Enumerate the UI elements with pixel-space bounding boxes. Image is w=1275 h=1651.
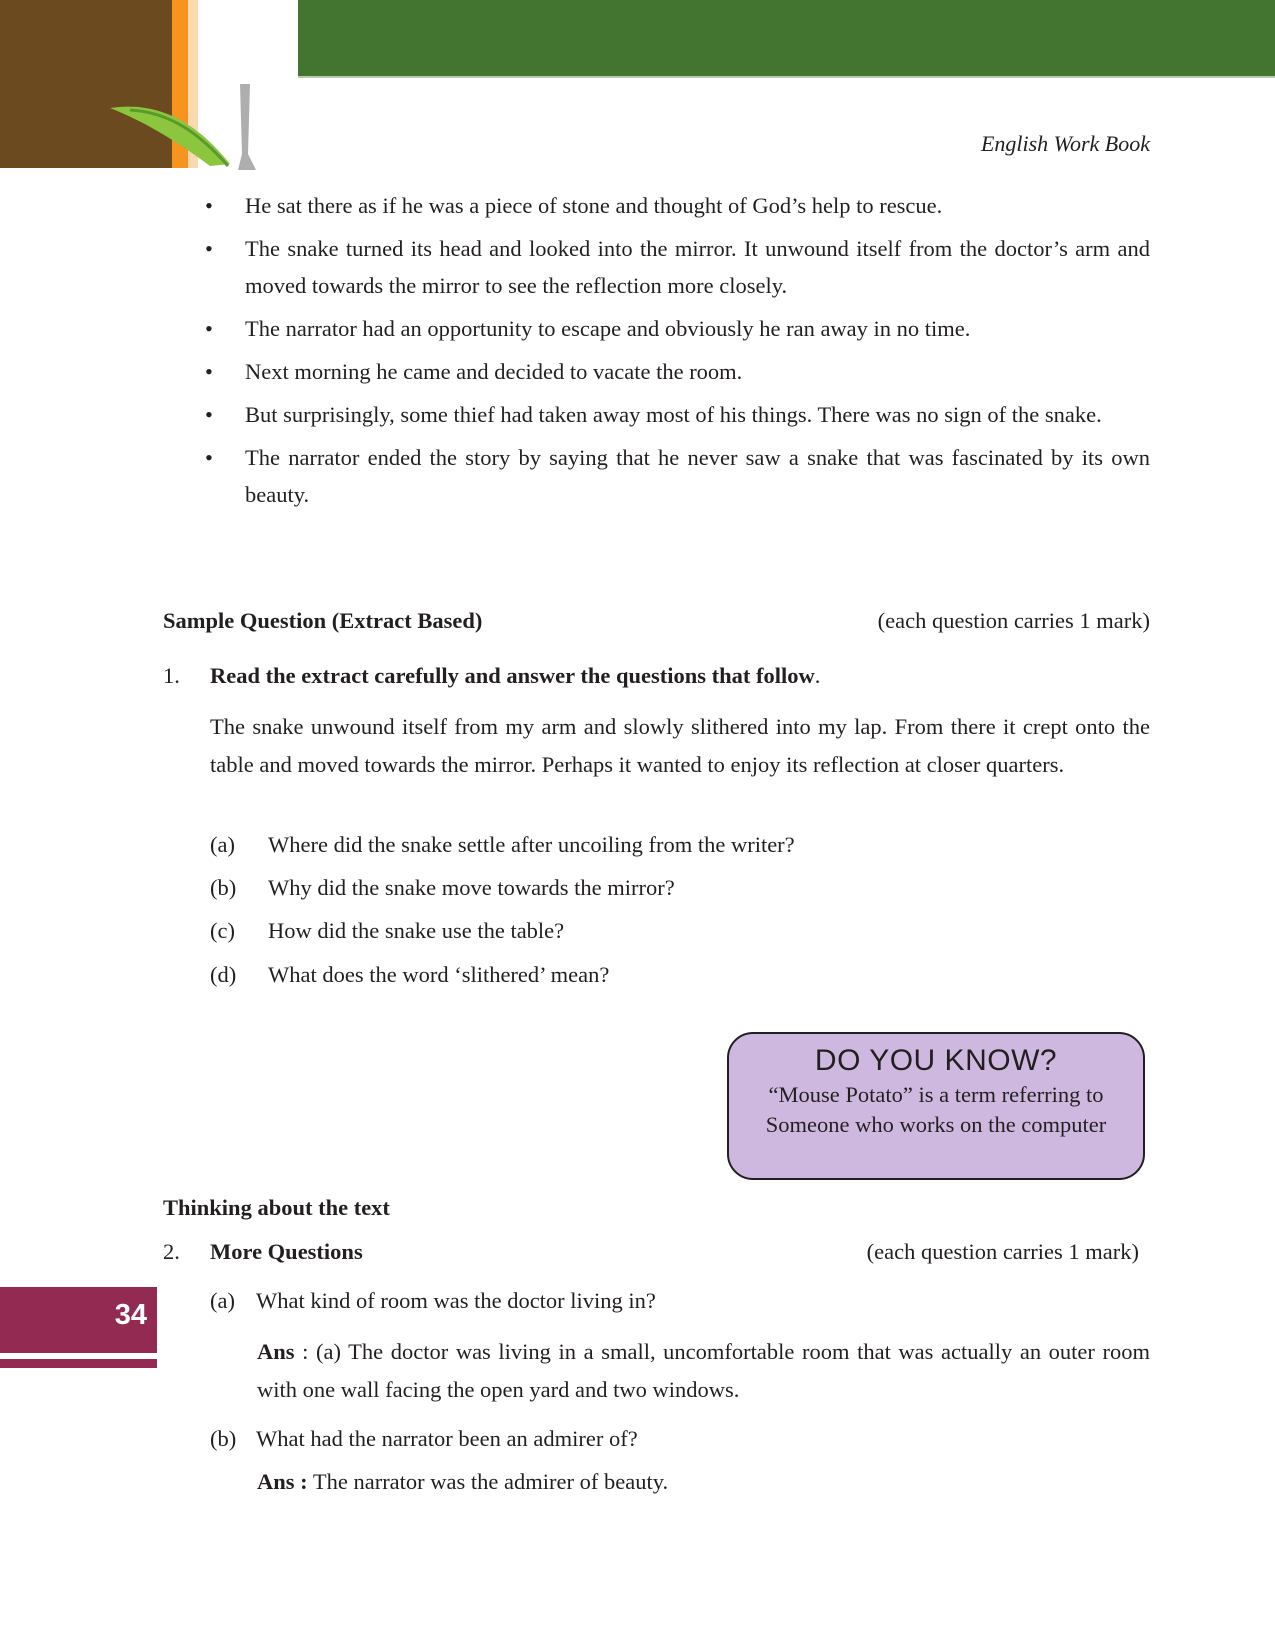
question-number: 1. [163,663,180,688]
bullet: • [205,236,213,261]
summary-list [205,187,1150,519]
header-green-bar [298,0,1275,76]
header-green-underline [298,76,1275,78]
list-item: • But surprisingly, some thief had taken away most of his things. There was no sign of the snake. [205,396,1150,433]
thinking-heading: Thinking about the text [163,1195,390,1220]
extract-question: (b) Why did the snake move towards the mirror? [210,875,675,900]
page-number-tab [0,1287,157,1353]
question-instruction: Read the extract carefully and answer the questions that follow. [210,663,821,688]
marks-note: (each question carries 1 mark) [866,1239,1139,1264]
extract-question: (a) Where did the snake settle after uncoiling from the writer? [210,832,795,857]
answer-text: Ans : (a) The doctor was living in a small, uncomfortable room that was actually an outer room with one wall facing the open yard and two windows. [257,1339,1150,1402]
answer-text: Ans : The narrator was the admirer of beauty. [257,1469,669,1494]
bullet: • [205,402,213,427]
leaf-icon [110,84,270,174]
do-you-know-body: “Mouse Potato” is a term referring to Someone who works on the computer [765,1082,1107,1137]
page-tab-underline [0,1359,157,1368]
bullet: • [205,193,213,218]
list-item: • The narrator had an opportunity to escape and obviously he ran away in no time. [205,310,1150,347]
bullet: • [205,316,213,341]
list-item: • The snake turned its head and looked into the mirror. It unwound itself from the doctor’s arm and moved towards the mirror to see the reflection more closely. [205,230,1150,304]
do-you-know-title: DO YOU KNOW? [814,1044,1058,1077]
list-item: • Next morning he came and decided to vacate the room. [205,353,1150,390]
extract-passage: The snake unwound itself from my arm and slowly slithered into my lap. From there it crept onto the table and moved towards the mirror. Perhaps it wanted to enjoy its reflection at closer quarters. [210,714,1150,777]
question-item: (a) What kind of room was the doctor living in? [210,1288,656,1313]
extract-question: (d) What does the word ‘slithered’ mean? [210,962,610,987]
question-item: (b) What had the narrator been an admirer of? [210,1426,638,1451]
question-number: 2. [163,1239,180,1264]
list-item: • The narrator ended the story by saying that he never saw a snake that was fascinated by its own beauty. [205,439,1150,513]
more-questions-title: More Questions [210,1239,363,1264]
bullet: • [205,445,213,470]
page-number: 34 [114,1299,147,1331]
extract-question: (c) How did the snake use the table? [210,918,565,943]
bullet: • [205,359,213,384]
do-you-know-box [727,1032,1145,1180]
list-item: • He sat there as if he was a piece of stone and thought of God’s help to rescue. [205,187,1150,224]
sample-question-heading: Sample Question (Extract Based) [163,608,483,633]
marks-note: (each question carries 1 mark) [877,608,1150,633]
book-title: English Work Book [980,131,1150,156]
